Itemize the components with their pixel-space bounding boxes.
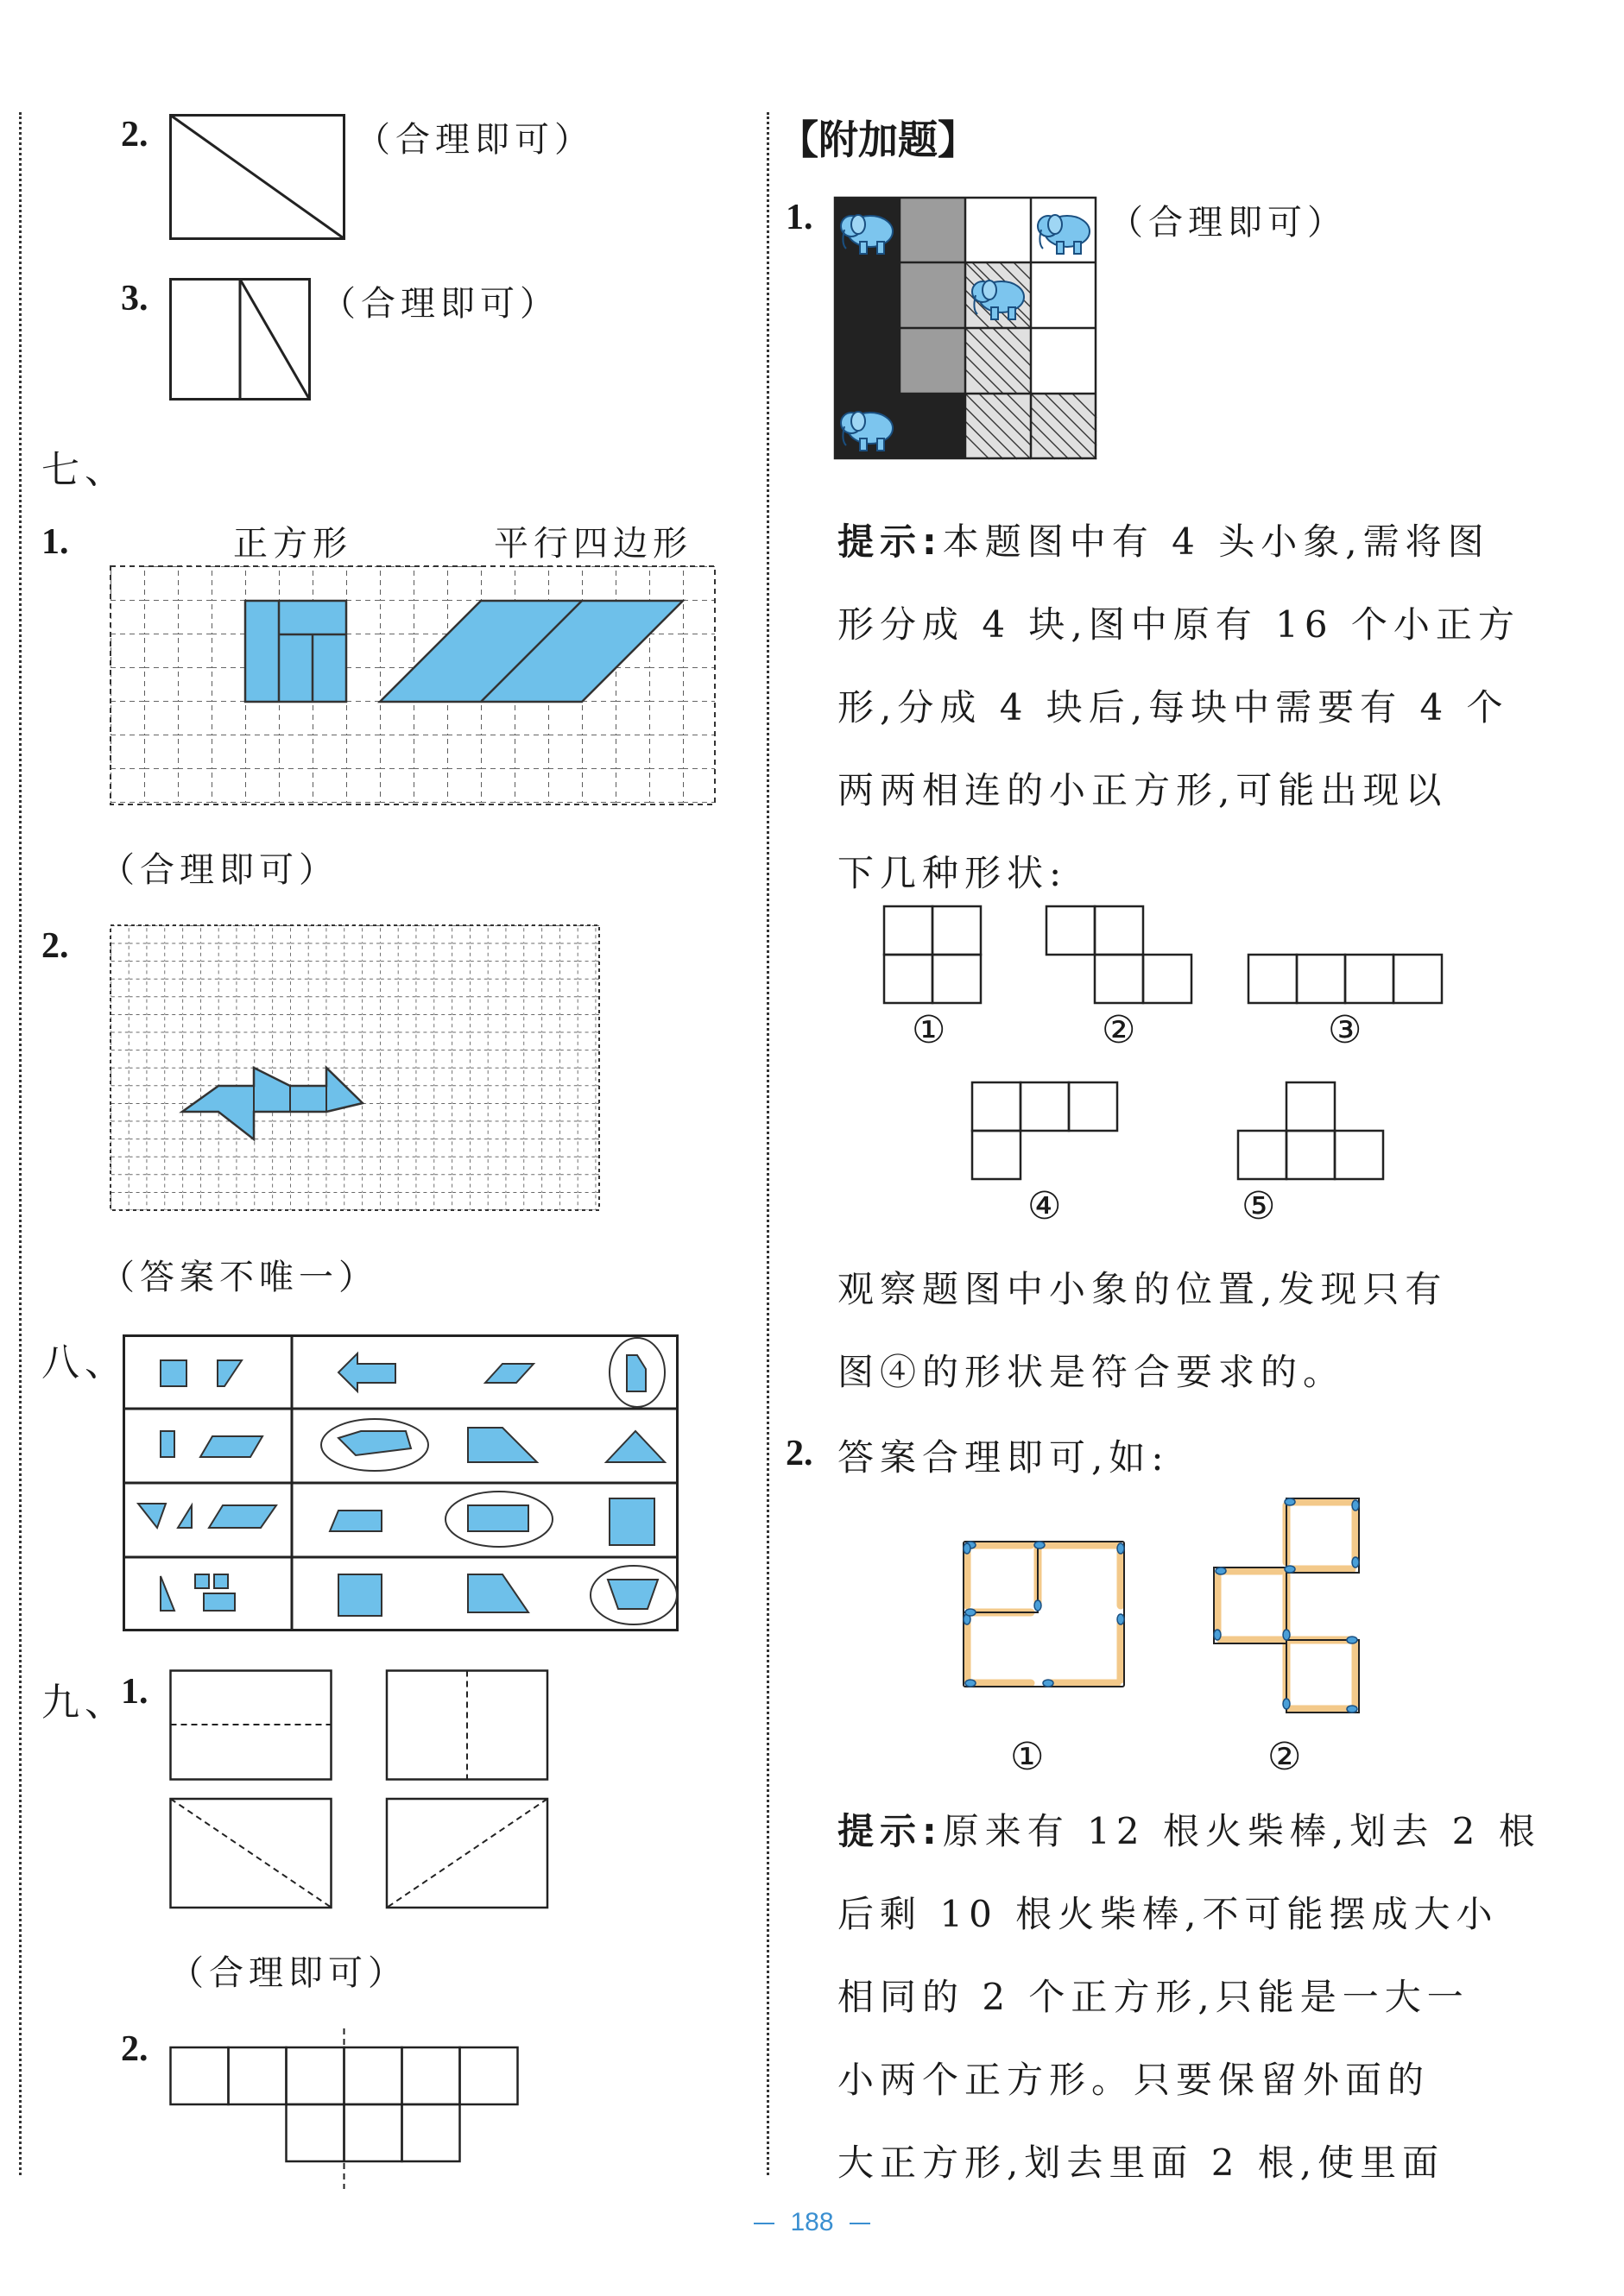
extra-q1-hint — [837, 501, 1520, 915]
extra-q1-number: 1. — [786, 198, 813, 237]
q7-1-note: （合理即可） — [100, 850, 338, 890]
hint-line: 下几种形状: — [837, 852, 1068, 894]
matchstick-label-1: ① — [1010, 1735, 1045, 1779]
footer-dash-left — [754, 2223, 774, 2224]
matchstick-label-2: ② — [1267, 1735, 1302, 1779]
extra-q1-conclusion — [837, 1248, 1447, 1414]
q7-1-number: 1. — [41, 522, 69, 562]
hint-line: 后剩 10 根火柴棒,不可能摆成大小 — [837, 1893, 1499, 1935]
matchstick-figure-1 — [958, 1536, 1131, 1692]
shape-label-2: ② — [1102, 1008, 1136, 1052]
extra-q2-intro: 答案合理即可,如: — [837, 1436, 1170, 1479]
page-number: 188 — [790, 2208, 834, 2236]
hint-line: 两两相连的小正方形,可能出现以 — [837, 769, 1448, 811]
hint-label: 提示: — [837, 1810, 943, 1852]
hint-label: 提示: — [837, 520, 943, 563]
q9-1-note: （合理即可） — [169, 1953, 408, 1993]
extra-q2-number: 2. — [786, 1434, 813, 1473]
shape-label-4: ④ — [1027, 1184, 1062, 1228]
q7-2-note: （答案不唯一） — [100, 1258, 378, 1297]
q6-3-figure — [169, 278, 311, 401]
q7-2-number: 2. — [41, 926, 69, 966]
q6-2-note: （合理即可） — [356, 120, 594, 160]
q9-2-number: 2. — [121, 2029, 148, 2069]
q6-2-figure — [169, 114, 345, 240]
hint-line: 形,分成 4 块后,每块中需要有 4 个 — [837, 686, 1509, 729]
q9-1-number: 1. — [121, 1672, 148, 1712]
q6-3-number: 3. — [121, 279, 148, 319]
hint-line: 原来有 12 根火柴棒,划去 2 根 — [942, 1810, 1541, 1852]
hint-line: 本题图中有 4 头小象,需将图 — [942, 520, 1490, 563]
q9-2-net-figure — [169, 2028, 523, 2189]
elephant-grid-figure — [834, 197, 1096, 459]
extra-title: 【附加题】 — [779, 117, 977, 163]
hint-line: 相同的 2 个正方形,只能是一大一 — [837, 1976, 1469, 2018]
conclusion-line: 观察题图中小象的位置,发现只有 — [837, 1268, 1448, 1310]
hint-line: 小两个正方形。只要保留外面的 — [837, 2059, 1431, 2101]
label-parallelogram: 平行四边形 — [494, 524, 692, 564]
q6-3-note: （合理即可） — [321, 284, 559, 324]
extra-q2-hint — [837, 1790, 1541, 2205]
matchstick-figure-2 — [1209, 1493, 1381, 1718]
extra-q1-note: （合理即可） — [1109, 203, 1347, 243]
page-footer — [0, 2208, 1624, 2237]
q9-1-figure — [169, 1669, 551, 1911]
column-divider — [767, 112, 769, 2175]
section-8-title: 八、 — [41, 1340, 128, 1385]
section-7-title: 七、 — [41, 448, 128, 492]
section-8-table — [123, 1334, 679, 1631]
q7-1-grid-figure — [111, 566, 715, 804]
tetromino-shapes-figure — [881, 905, 1450, 1181]
shape-label-1: ① — [912, 1008, 946, 1052]
hint-line: 大正方形,划去里面 2 根,使里面 — [837, 2141, 1445, 2184]
shape-label-3: ③ — [1328, 1008, 1362, 1052]
label-square: 正方形 — [233, 524, 352, 564]
conclusion-line: 图④的形状是符合要求的。 — [837, 1351, 1346, 1393]
q6-2-number: 2. — [121, 115, 148, 155]
shape-label-5: ⑤ — [1242, 1184, 1276, 1228]
footer-dash-right — [850, 2223, 870, 2224]
left-margin-divider — [19, 112, 22, 2175]
section-9-title: 九、 — [41, 1681, 128, 1725]
q7-2-grid-figure — [111, 925, 599, 1210]
hint-line: 形分成 4 块,图中原有 16 个小正方 — [837, 603, 1520, 646]
